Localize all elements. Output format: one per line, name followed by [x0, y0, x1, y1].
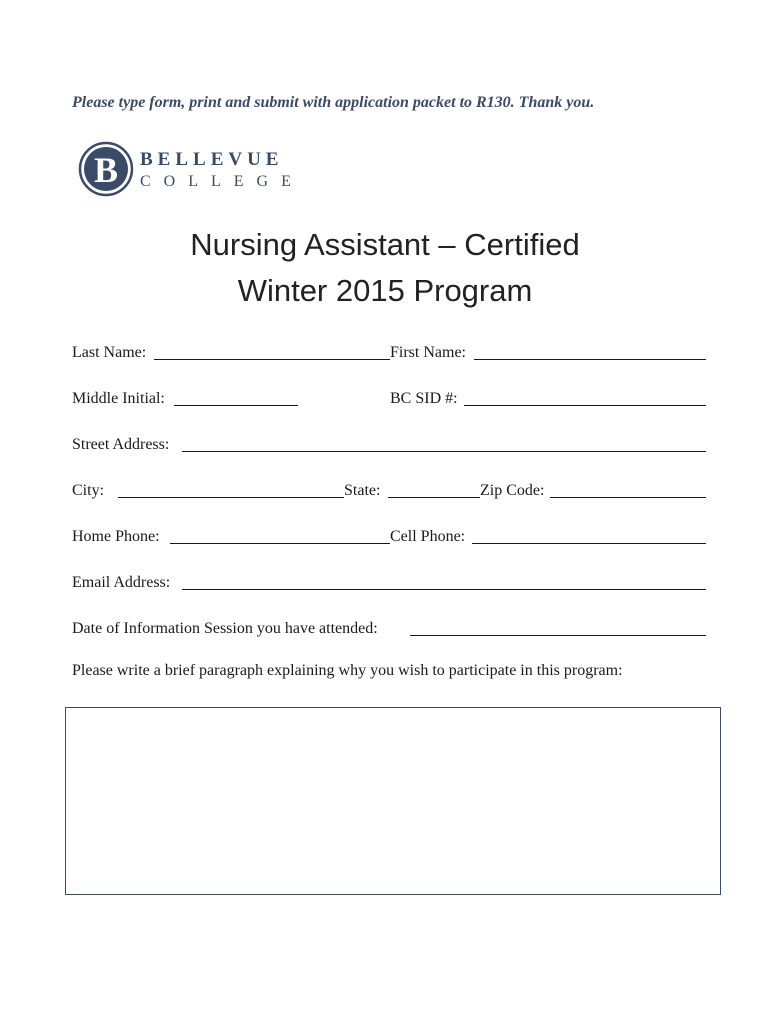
middle-initial-field[interactable] — [174, 405, 298, 406]
location-row — [72, 480, 712, 502]
info-session-date-label: Date of Information Session you have attended: — [72, 620, 378, 637]
logo-wordmark-bottom: COLLEGE — [140, 173, 304, 190]
title-line-1: Nursing Assistant – Certified — [190, 227, 580, 262]
seal-letter: B — [93, 150, 119, 190]
form-title — [0, 222, 770, 314]
name-row — [72, 342, 712, 364]
middle-initial-label: Middle Initial: — [72, 390, 165, 407]
state-field[interactable] — [388, 497, 480, 498]
paragraph-prompt: Please write a brief paragraph explaining why you wish to participate in this program: — [72, 662, 623, 679]
city-label: City: — [72, 482, 105, 499]
first-name-label: First Name: — [390, 344, 466, 361]
home-phone-label: Home Phone: — [72, 528, 160, 545]
id-row — [72, 388, 712, 410]
street-row — [72, 434, 712, 456]
college-logo — [78, 141, 318, 199]
city-field[interactable] — [118, 497, 344, 498]
info-session-row — [72, 618, 712, 640]
email-address-field[interactable] — [182, 589, 706, 590]
college-seal-icon — [78, 141, 134, 197]
cell-phone-label: Cell Phone: — [390, 528, 466, 545]
zip-code-label: Zip Code: — [480, 482, 545, 499]
last-name-label: Last Name: — [72, 344, 147, 361]
cell-phone-field[interactable] — [472, 543, 706, 544]
paragraph-textarea[interactable] — [65, 707, 721, 895]
info-session-date-field[interactable] — [410, 635, 706, 636]
logo-wordmark-top: BELLEVUE — [140, 149, 284, 170]
bc-sid-field[interactable] — [464, 405, 706, 406]
street-address-field[interactable] — [182, 451, 706, 452]
state-label: State: — [344, 482, 381, 499]
instruction-text: Please type form, print and submit with application packet to R130. Thank you. — [72, 94, 595, 111]
last-name-field[interactable] — [154, 359, 390, 360]
first-name-field[interactable] — [474, 359, 706, 360]
email-row — [72, 572, 712, 594]
bc-sid-label: BC SID #: — [390, 390, 458, 407]
home-phone-field[interactable] — [170, 543, 390, 544]
street-address-label: Street Address: — [72, 436, 170, 453]
title-line-2: Winter 2015 Program — [237, 273, 533, 308]
zip-code-field[interactable] — [550, 497, 706, 498]
phone-row — [72, 526, 712, 548]
email-address-label: Email Address: — [72, 574, 171, 591]
